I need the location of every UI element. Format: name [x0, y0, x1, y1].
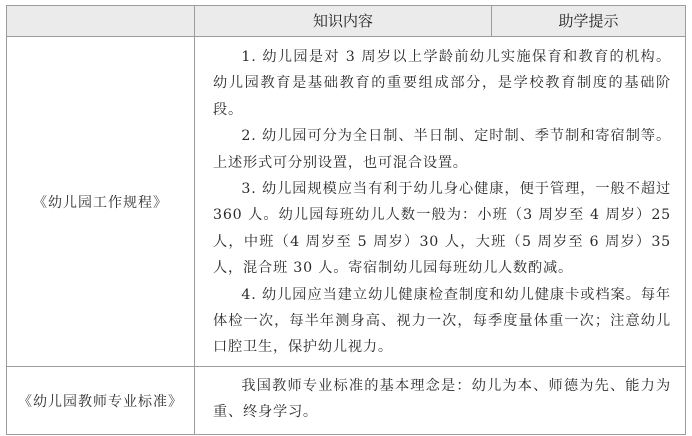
content-paragraph: 2. 幼儿园可分为全日制、半日制、定时制、季节制和寄宿制等。上述形式可分别设置，也可混合设置。	[213, 128, 671, 171]
content-paragraph: 3. 幼儿园规模应当有利于幼儿身心健康，便于管理，一般不超过 360 人。幼儿园每班幼儿人数一般为：小班（3 周岁至 4 周岁）25 人，中班（4 周岁至 5 周岁）30 人，大班（5 周岁至 6 周岁）35 人，混合班 30 人。寄宿制幼儿园每班幼儿人数酌减。	[213, 181, 671, 277]
row-content	[195, 367, 685, 434]
row-label: 《幼儿园教师专业标准》	[7, 367, 195, 434]
knowledge-table	[6, 5, 686, 435]
content-paragraph: 1. 幼儿园是对 3 周岁以上学龄前幼儿实施保育和教育的机构。幼儿园教育是基础教育的重要组成部分，是学校教育制度的基础阶段。	[213, 49, 671, 118]
header-study-tips: 助学提示	[558, 12, 619, 30]
header-knowledge-content: 知识内容	[195, 6, 492, 36]
table-row	[7, 367, 685, 434]
row-label: 《幼儿园工作规程》	[7, 37, 195, 366]
header-blank-cell	[7, 6, 195, 36]
table-header	[7, 6, 685, 37]
table-row	[7, 37, 685, 367]
content-paragraph: 我国教师专业标准的基本理念是：幼儿为本、师德为先、能力为重、终身学习。	[213, 378, 671, 421]
row-content	[195, 37, 685, 366]
content-paragraph: 4. 幼儿园应当建立幼儿健康检查制度和幼儿健康卡或档案。每年体检一次，每半年测身高、视力一次，每季度量体重一次；注意幼儿口腔卫生，保护幼儿视力。	[213, 286, 671, 356]
